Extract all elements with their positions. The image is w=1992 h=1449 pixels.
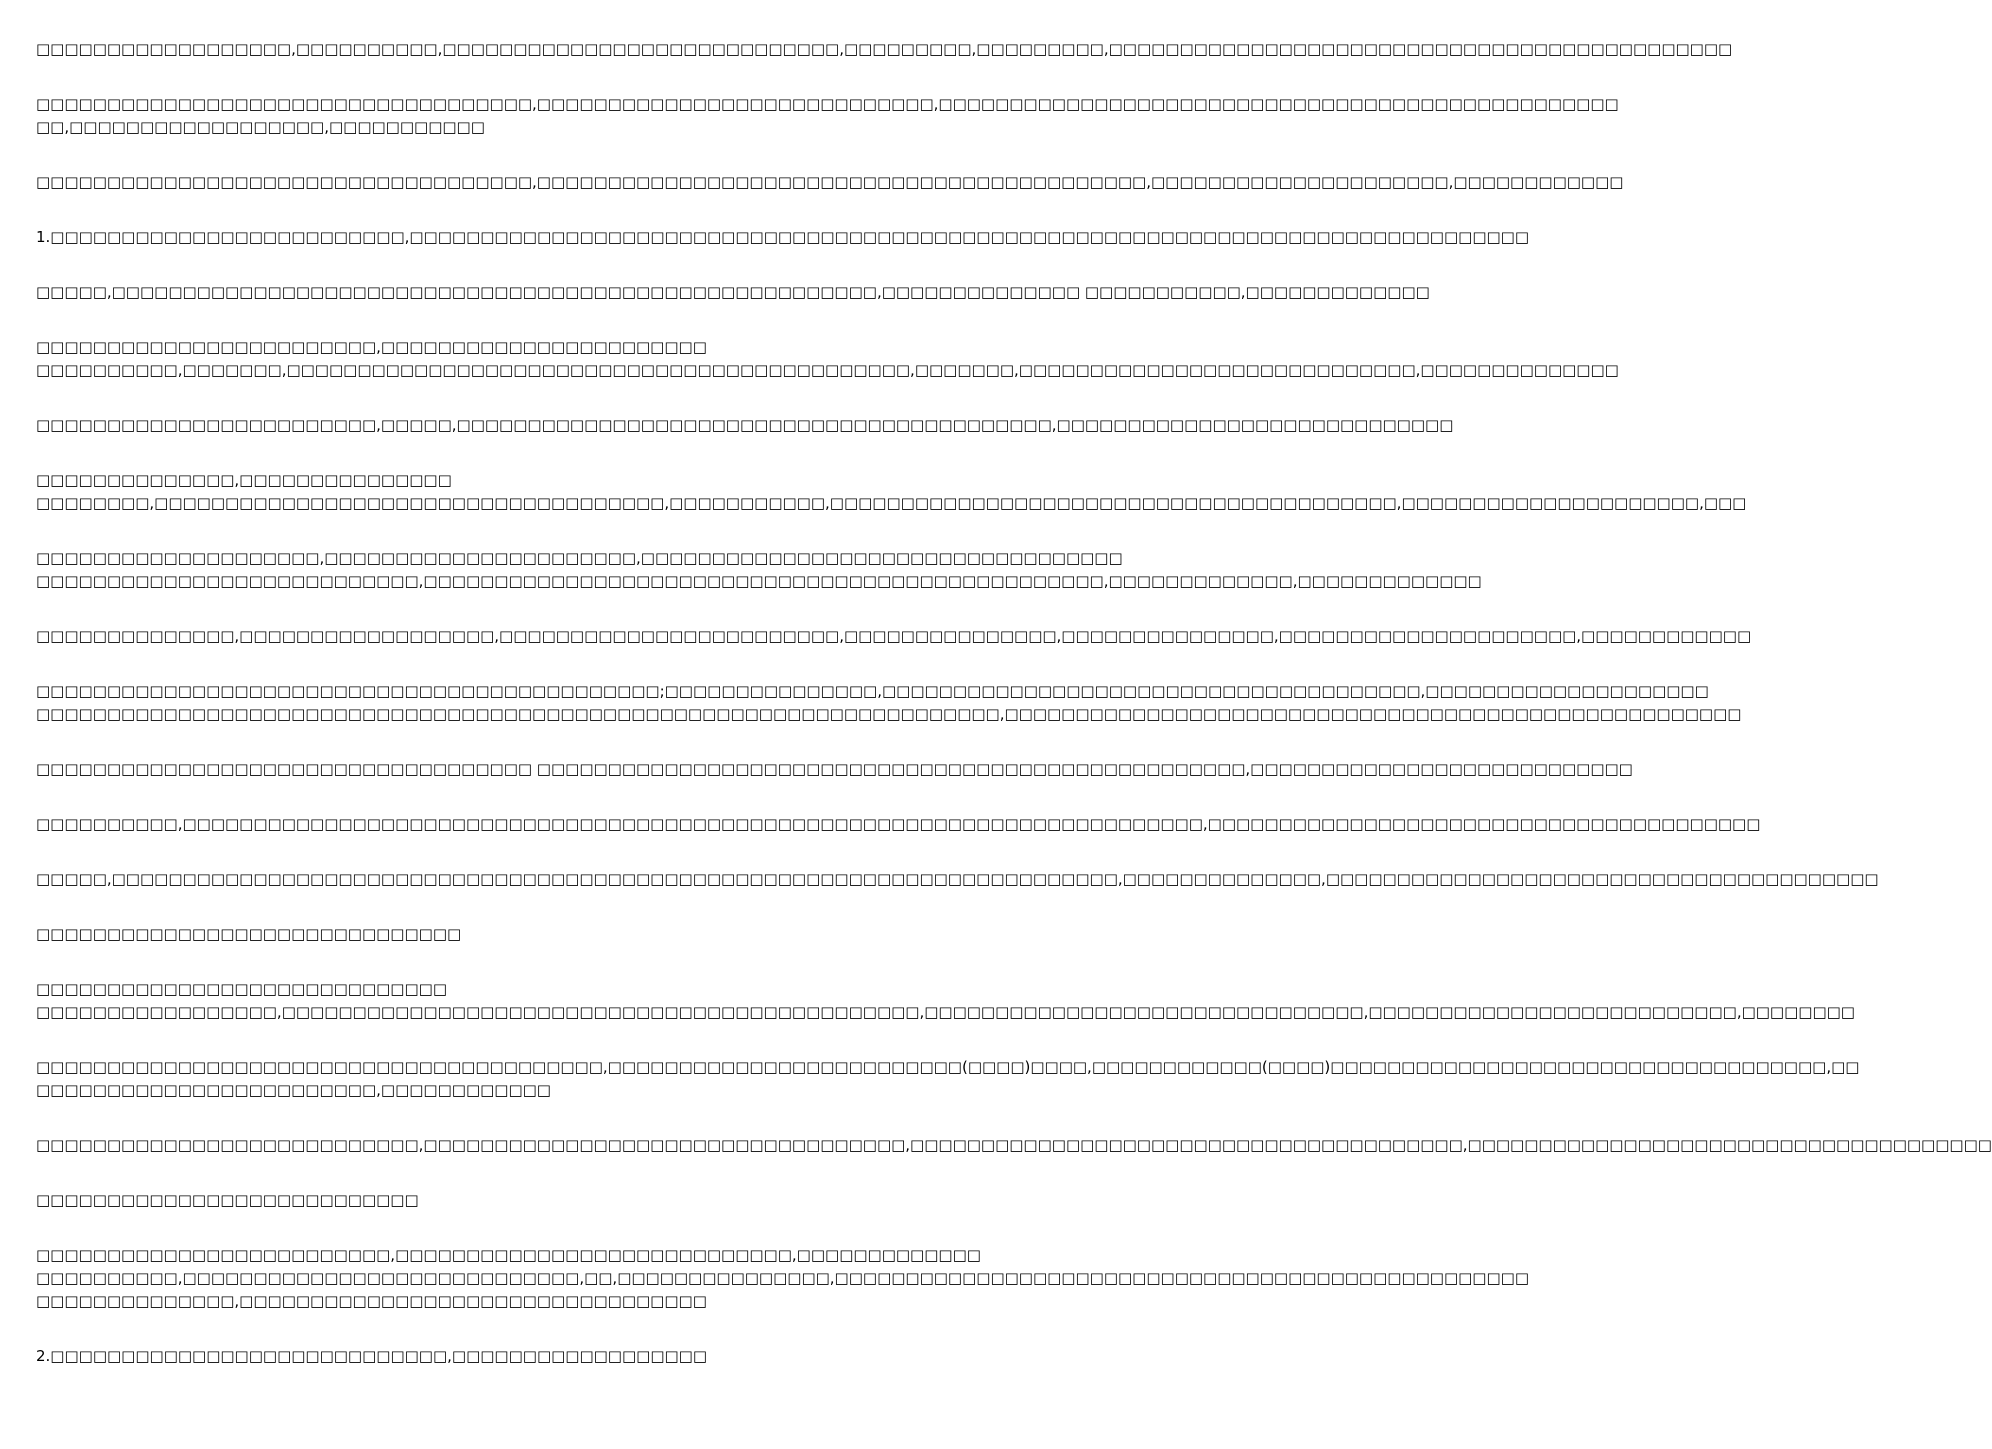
paragraph — [36, 469, 1747, 515]
paragraph — [36, 813, 1761, 836]
paragraph — [36, 758, 1633, 781]
text-line: 1.□□□□□□□□□□□□□□□□□□□□□□□□□,□□□□□□□□□□□□□□□□□□□□□□□□□□□□□□□□□□□□□□□□□□□□□□□□□□□□□□□□□□□□□□□□□□□□□□□□□□□□□□□ — [36, 228, 1530, 246]
paragraph — [36, 226, 1530, 249]
text-line: □□□□□□□□□□□□□□□□□□□□□□□□,□□□□□□□□□□□□ — [36, 1081, 551, 1099]
paragraph — [36, 171, 1624, 194]
text-line: □□□□□□□□□□,□□□□□□□□□□□□□□□□□□□□□□□□□□□□,□□,□□□□□□□□□□□□□□□,□□□□□□□□□□□□□□□□□□□□□□□□□□□□□□□□□□□□□□□□□□□□□□□□□ — [36, 1269, 1529, 1287]
text-line: □□□□□□□□□□□□□□□□□□□□□□□□,□□□□□□□□□□□□□□□□□□□□□□□ — [36, 338, 707, 356]
text-line: □□□□□□□□□□□□□□□□□□□□□□□□□□□,□□□□□□□□□□□□□□□□□□□□□□□□□□□□□□□□□□,□□□□□□□□□□□□□□□□□□□□□□□□□□□□□□□□□□□□□□□,□□□□□□□□□□□□□□□□□□□□□□□□□□□□□□□□□□□□□ — [36, 1136, 1992, 1154]
text-line: □□□□□□□□□□□□□□□□□□□□□□□□□□□□□□□□□□□ □□□□□□□□□□□□□□□□□□□□□□□□□□□□□□□□□□□□□□□□□□□□□□□□□□,□□□□□□□□□□□□□□□□□□□□□□□□□□□ — [36, 760, 1633, 778]
paragraph — [36, 978, 1855, 1024]
text-line: □□□□□□□□□□□□□□□□□□□□□□□□,□□□□□,□□□□□□□□□□□□□□□□□□□□□□□□□□□□□□□□□□□□□□□□□□,□□□□□□□□□□□□□□□□□□□□□□□□□□□□ — [36, 416, 1454, 434]
paragraph — [36, 868, 1879, 891]
paragraph — [36, 547, 1482, 593]
paragraph — [36, 281, 1430, 304]
paragraph — [36, 336, 1619, 382]
text-line: □□□□□,□□□□□□□□□□□□□□□□□□□□□□□□□□□□□□□□□□□□□□□□□□□□□□□□□□□□□□,□□□□□□□□□□□□□□ □□□□□□□□□□□,□□□□□□□□□□□□□ — [36, 283, 1430, 301]
paragraph — [36, 625, 1752, 648]
text-line: □□□□□□□□□□□□□□□□□□□□□□□□□□□□□□□□□□□,□□□□□□□□□□□□□□□□□□□□□□□□□□□□□□□□□□□□□□□□□□□,□□□□□□□□□□□□□□□□□□□□□,□□□□□□□□□□□□ — [36, 173, 1624, 191]
text-line: □□□□□□□□□□□□□□□□□□□□□□□□□□□,□□□□□□□□□□□□□□□□□□□□□□□□□□□□□□□□□□□□□□□□□□□□□□□□,□□□□□□□□□□□□□,□□□□□□□□□□□□□ — [36, 572, 1482, 590]
text-line: □□□□□□□□□□□□□□□□□□,□□□□□□□□□□,□□□□□□□□□□□□□□□□□□□□□□□□□□□□,□□□□□□□□□,□□□□□□□□□,□□□□□□□□□□□□□□□□□□□□□□□□□□□□□□□□□□□□□□□□□□□□ — [36, 40, 1733, 58]
text-line: □□□□□□□□□□□□□□□□□□□□□□□□□□□□□□ — [36, 925, 462, 943]
paragraph — [36, 1345, 990, 1368]
paragraph — [36, 680, 1742, 726]
paragraph — [36, 1134, 1992, 1157]
document-body — [36, 38, 1992, 1368]
text-line: □□□□□□□□□□□□□□□□□□□□□□□□□□□□□□□□□□□□□□□□□□□□□□□□□□□□□□□□□□□□□□□□□□□□,□□□□□□□□□□□□□□□□□□□□□□□□□□□□□□□□□□□□□□□□□□□□□□□□□□□□ — [36, 705, 1742, 723]
text-line: □□□□□,□□□□□□□□□□□□□□□□□□□□□□□□□□□□□□□□□□□□□□□□□□□□□□□□□□□□□□□□□□□□□□□□□□□□□□□,□□□□□□□□□□□□□□,□□□□□□□□□□□□□□□□□□□□□□□□□□□□□□□□□□□□□□□ — [36, 870, 1879, 888]
paragraph — [36, 923, 990, 946]
text-line: □□□□□□□□□□□□□□□□□□□□□□□□□□□□□□□□□□□□□□□□,□□□□□□□□□□□□□□□□□□□□□□□□□(□□□□)□□□□,□□□□□□□□□□□□(□□□□)□□□□□□□□□□□□□□□□□□□□□□□□□□□□□□□□□□□,□□ — [36, 1058, 1860, 1076]
text-line: □□□□□□□□□□□□□□□□□□□□□□□□□□□□□ — [36, 980, 447, 998]
text-line: □□□□□□□□□□□□□□□□□□□□□□□□□□□□□□□□□□□□□□□□□□□□;□□□□□□□□□□□□□□□,□□□□□□□□□□□□□□□□□□□□□□□□□□□□□□□□□□□□□□,□□□□□□□□□□□□□□□□□□□□ — [36, 682, 1709, 700]
paragraph — [36, 1056, 1860, 1102]
text-line: □□□□□□□□□□□□□□,□□□□□□□□□□□□□□□□□□,□□□□□□□□□□□□□□□□□□□□□□□□,□□□□□□□□□□□□□□□,□□□□□□□□□□□□□□□,□□□□□□□□□□□□□□□□□□□□□,□□□□□□□□□□□□ — [36, 627, 1752, 645]
text-line: □□□□□□□□□□□□□□□□□□□□,□□□□□□□□□□□□□□□□□□□□□□,□□□□□□□□□□□□□□□□□□□□□□□□□□□□□□□□□□ — [36, 549, 1123, 567]
text-line: □□□□□□□□□□□□□□□□□□□□□□□□□□□□□□□□□□□,□□□□□□□□□□□□□□□□□□□□□□□□□□□□,□□□□□□□□□□□□□□□□□□□□□□□□□□□□□□□□□□□□□□□□□□□□□□□□ — [36, 95, 1619, 113]
text-line: □□□□□□□□,□□□□□□□□□□□□□□□□□□□□□□□□□□□□□□□□□□□□,□□□□□□□□□□□,□□□□□□□□□□□□□□□□□□□□□□□□□□□□□□□□□□□□□□□□,□□□□□□□□□□□□□□□□□□□□□,□□□ — [36, 494, 1747, 512]
text-line: □□□□□□□□□□,□□□□□□□,□□□□□□□□□□□□□□□□□□□□□□□□□□□□□□□□□□□□□□□□□□□□,□□□□□□□,□□□□□□□□□□□□□□□□□□□□□□□□□□□□,□□□□□□□□□□□□□□ — [36, 361, 1619, 379]
paragraph — [36, 414, 1454, 437]
text-line: □□□□□□□□□□□□□□□□□□□□□□□□□,□□□□□□□□□□□□□□□□□□□□□□□□□□□□,□□□□□□□□□□□□□ — [36, 1246, 981, 1264]
text-line: □□□□□□□□□□□□□□□□□,□□□□□□□□□□□□□□□□□□□□□□□□□□□□□□□□□□□□□□□□□□□□□,□□□□□□□□□□□□□□□□□□□□□□□□□□□□□□□,□□□□□□□□□□□□□□□□□□□□□□□□□□,□□□□□□□□ — [36, 1003, 1855, 1021]
text-line: □□□□□□□□□□□□□□,□□□□□□□□□□□□□□□□□□□□□□□□□□□□□□□□□ — [36, 1292, 707, 1310]
paragraph — [36, 1189, 990, 1212]
text-line: 2.□□□□□□□□□□□□□□□□□□□□□□□□□□□□,□□□□□□□□□□□□□□□□□□ — [36, 1347, 708, 1365]
paragraph — [36, 1244, 1529, 1313]
text-line: □□□□□□□□□□□□□□□□□□□□□□□□□□□ — [36, 1191, 419, 1209]
text-line: □□□□□□□□□□□□□□,□□□□□□□□□□□□□□□ — [36, 471, 452, 489]
text-line: □□□□□□□□□□,□□□□□□□□□□□□□□□□□□□□□□□□□□□□□□□□□□□□□□□□□□□□□□□□□□□□□□□□□□□□□□□□□□□□□□□□,□□□□□□□□□□□□□□□□□□□□□□□□□□□□□□□□□□□□□□□ — [36, 815, 1761, 833]
paragraph — [36, 38, 1733, 61]
paragraph — [36, 93, 1619, 139]
text-line: □□,□□□□□□□□□□□□□□□□□□,□□□□□□□□□□□ — [36, 118, 485, 136]
